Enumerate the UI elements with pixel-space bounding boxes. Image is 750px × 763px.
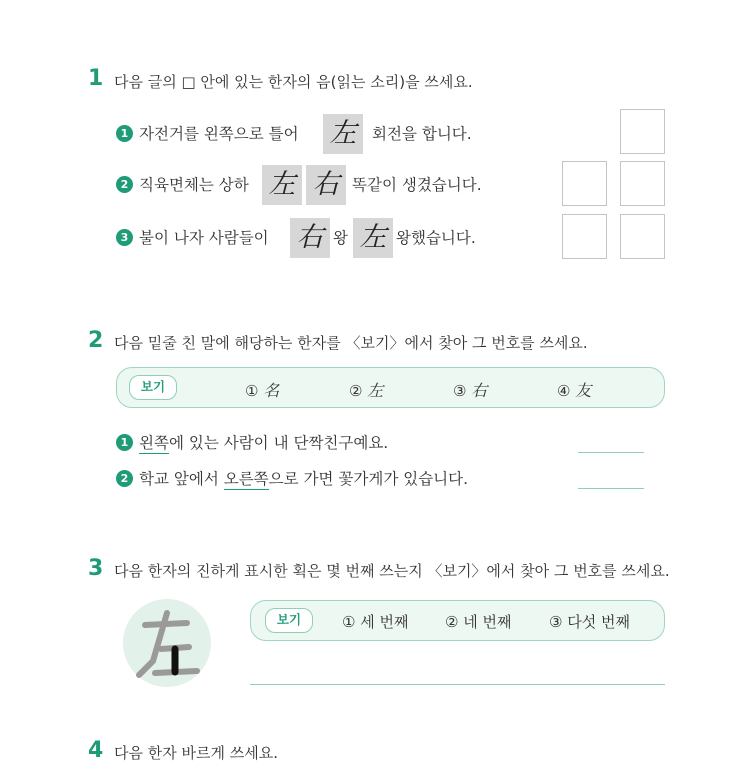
question-1-instruction: 다음 글의 □ 안에 있는 한자의 음(읽는 소리)을 쓰세요. bbox=[114, 73, 473, 91]
item-number-badge: 2 bbox=[116, 470, 133, 487]
sentence-text: 똑같이 생겼습니다. bbox=[352, 176, 482, 194]
bogi-option bbox=[349, 378, 383, 401]
bogi-option bbox=[453, 378, 487, 401]
bogi-option: ② 네 번째 bbox=[445, 613, 512, 631]
option-hanja: 名 bbox=[263, 381, 280, 400]
sentence-text: 자전거를 왼쪽으로 틀어 bbox=[139, 125, 299, 143]
item-number-badge: 1 bbox=[116, 125, 133, 142]
sentence-rest: 에 있는 사람이 내 단짝친구예요. bbox=[168, 434, 389, 452]
answer-box[interactable] bbox=[620, 161, 665, 206]
q1-item-2 bbox=[116, 165, 596, 205]
answer-line[interactable] bbox=[578, 488, 644, 489]
hanja-box: 左 bbox=[353, 218, 393, 258]
option-mark: ② bbox=[349, 382, 363, 400]
question-3-instruction: 다음 한자의 진하게 표시한 획은 몇 번째 쓰는지 〈보기〉에서 찾아 그 번호를 쓰세요. bbox=[114, 562, 670, 580]
bogi-option: ③ 다섯 번째 bbox=[549, 613, 630, 631]
answer-box[interactable] bbox=[620, 214, 665, 259]
question-2-number: 2 bbox=[88, 328, 104, 353]
bogi-option bbox=[557, 378, 591, 401]
hanja-stroke-figure bbox=[123, 599, 211, 687]
hanja-box: 右 bbox=[306, 165, 346, 205]
option-hanja: 友 bbox=[575, 381, 592, 400]
stroke-order-hanja-circle bbox=[123, 599, 211, 687]
underlined-word: 오른쪽 bbox=[223, 470, 269, 488]
option-mark: ① bbox=[245, 382, 259, 400]
question-2-instruction: 다음 밑줄 친 말에 해당하는 한자를 〈보기〉에서 찾아 그 번호를 쓰세요. bbox=[114, 334, 588, 352]
option-mark: ④ bbox=[557, 382, 571, 400]
sentence-text: 회전을 합니다. bbox=[372, 125, 472, 143]
hanja-box: 左 bbox=[262, 165, 302, 205]
q2-item-2 bbox=[116, 459, 556, 499]
option-hanja: 左 bbox=[367, 381, 384, 400]
sentence-text: 왕했습니다. bbox=[396, 229, 476, 247]
sentence-text: 왕 bbox=[333, 229, 348, 247]
sentence-text bbox=[139, 459, 468, 499]
underlined-word: 왼쪽 bbox=[139, 434, 169, 452]
question-3-number: 3 bbox=[88, 556, 104, 581]
bogi-option: ① 세 번째 bbox=[342, 613, 409, 631]
option-hanja: 右 bbox=[471, 381, 488, 400]
answer-box[interactable] bbox=[562, 214, 607, 259]
bogi-label: 보기 bbox=[129, 375, 177, 400]
question-1-number: 1 bbox=[88, 66, 104, 91]
sentence-text: 불이 나자 사람들이 bbox=[139, 229, 269, 247]
sentence-pre: 학교 앞에서 bbox=[139, 470, 224, 488]
bogi-option bbox=[245, 378, 279, 401]
item-number-badge: 3 bbox=[116, 229, 133, 246]
item-number-badge: 2 bbox=[116, 176, 133, 193]
answer-box[interactable] bbox=[620, 109, 665, 154]
sentence-text bbox=[139, 423, 388, 463]
q1-item-1 bbox=[116, 114, 596, 154]
item-number-badge: 1 bbox=[116, 434, 133, 451]
bogi-box bbox=[250, 600, 665, 641]
answer-box[interactable] bbox=[562, 161, 607, 206]
option-mark: ③ bbox=[453, 382, 467, 400]
q2-item-1 bbox=[116, 423, 556, 463]
q1-item-3 bbox=[116, 218, 596, 258]
bogi-box bbox=[116, 367, 665, 408]
answer-line[interactable] bbox=[578, 452, 644, 453]
question-4-instruction: 다음 한자 바르게 쓰세요. bbox=[114, 744, 278, 762]
sentence-text: 직육면체는 상하 bbox=[139, 176, 249, 194]
sentence-rest: 으로 가면 꽃가게가 있습니다. bbox=[268, 470, 469, 488]
answer-line[interactable] bbox=[250, 684, 665, 685]
hanja-box: 右 bbox=[290, 218, 330, 258]
bogi-label: 보기 bbox=[265, 608, 313, 633]
hanja-box: 左 bbox=[323, 114, 363, 154]
question-4-number: 4 bbox=[88, 738, 104, 763]
